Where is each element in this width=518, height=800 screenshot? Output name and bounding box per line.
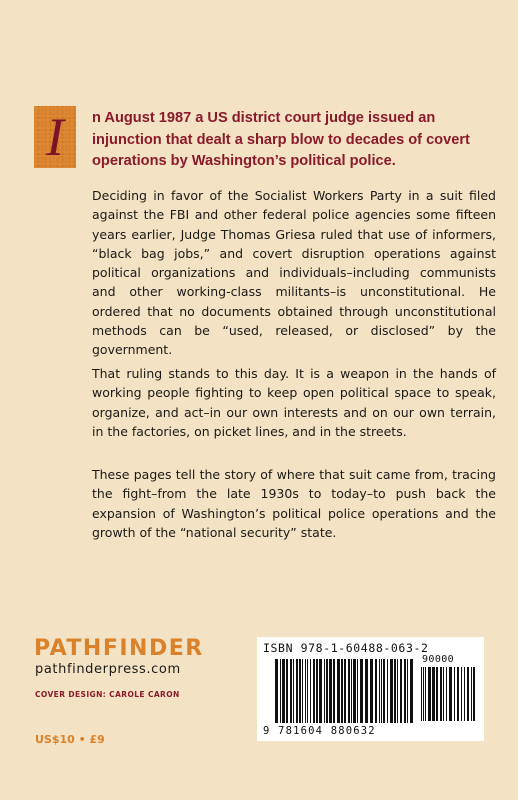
publisher-url: pathfinderpress.com xyxy=(35,662,181,677)
barcode-bars-main xyxy=(275,659,415,723)
lead-paragraph: n August 1987 a US district court judge issued an injunction that dealt a sharp blow to decades of covert operations by Washington’s political police. xyxy=(92,110,470,169)
publisher-logo: PATHFINDER xyxy=(34,636,204,661)
price-label: US$10 • £9 xyxy=(35,733,105,746)
barcode-bars-addon xyxy=(421,667,477,721)
body-paragraph-3: These pages tell the story of where that suit came from, tracing the fight–from the late 1930s to today–to push back the expansion of Washington’s political police operations and the growth of the “national security” state. xyxy=(92,467,496,540)
drop-cap-letter: I xyxy=(46,107,64,167)
body-paragraph-2: That ruling stands to this day. It is a weapon in the hands of working people fighting to keep open political space to speak, organize, and act–in our own interests and on our own terrain, in the factories, on picket lines, and in the streets. xyxy=(92,366,496,439)
isbn-label: ISBN 978-1-60488-063-2 xyxy=(263,641,429,655)
body-paragraph-1: Deciding in favor of the Socialist Workers Party in a suit filed against the FBI and other federal police agencies some fifteen years earlier, Judge Thomas Griesa ruled that use of informers, “black bag jobs,” and covert disruption operations against political organizations and individuals–including communists and other working-class militants–is unconstitutional. He ordered that no documents obtained through unconstitutional methods can be “used, released, or disclosed” by the government. xyxy=(92,188,496,358)
drop-cap-box xyxy=(34,106,76,168)
isbn-barcode xyxy=(257,637,484,741)
cover-design-credit: COVER DESIGN: CAROLE CARON xyxy=(35,690,180,699)
barcode-digits: 9 781604 880632 xyxy=(263,725,376,737)
barcode-addon-digits: 90000 xyxy=(422,654,455,665)
